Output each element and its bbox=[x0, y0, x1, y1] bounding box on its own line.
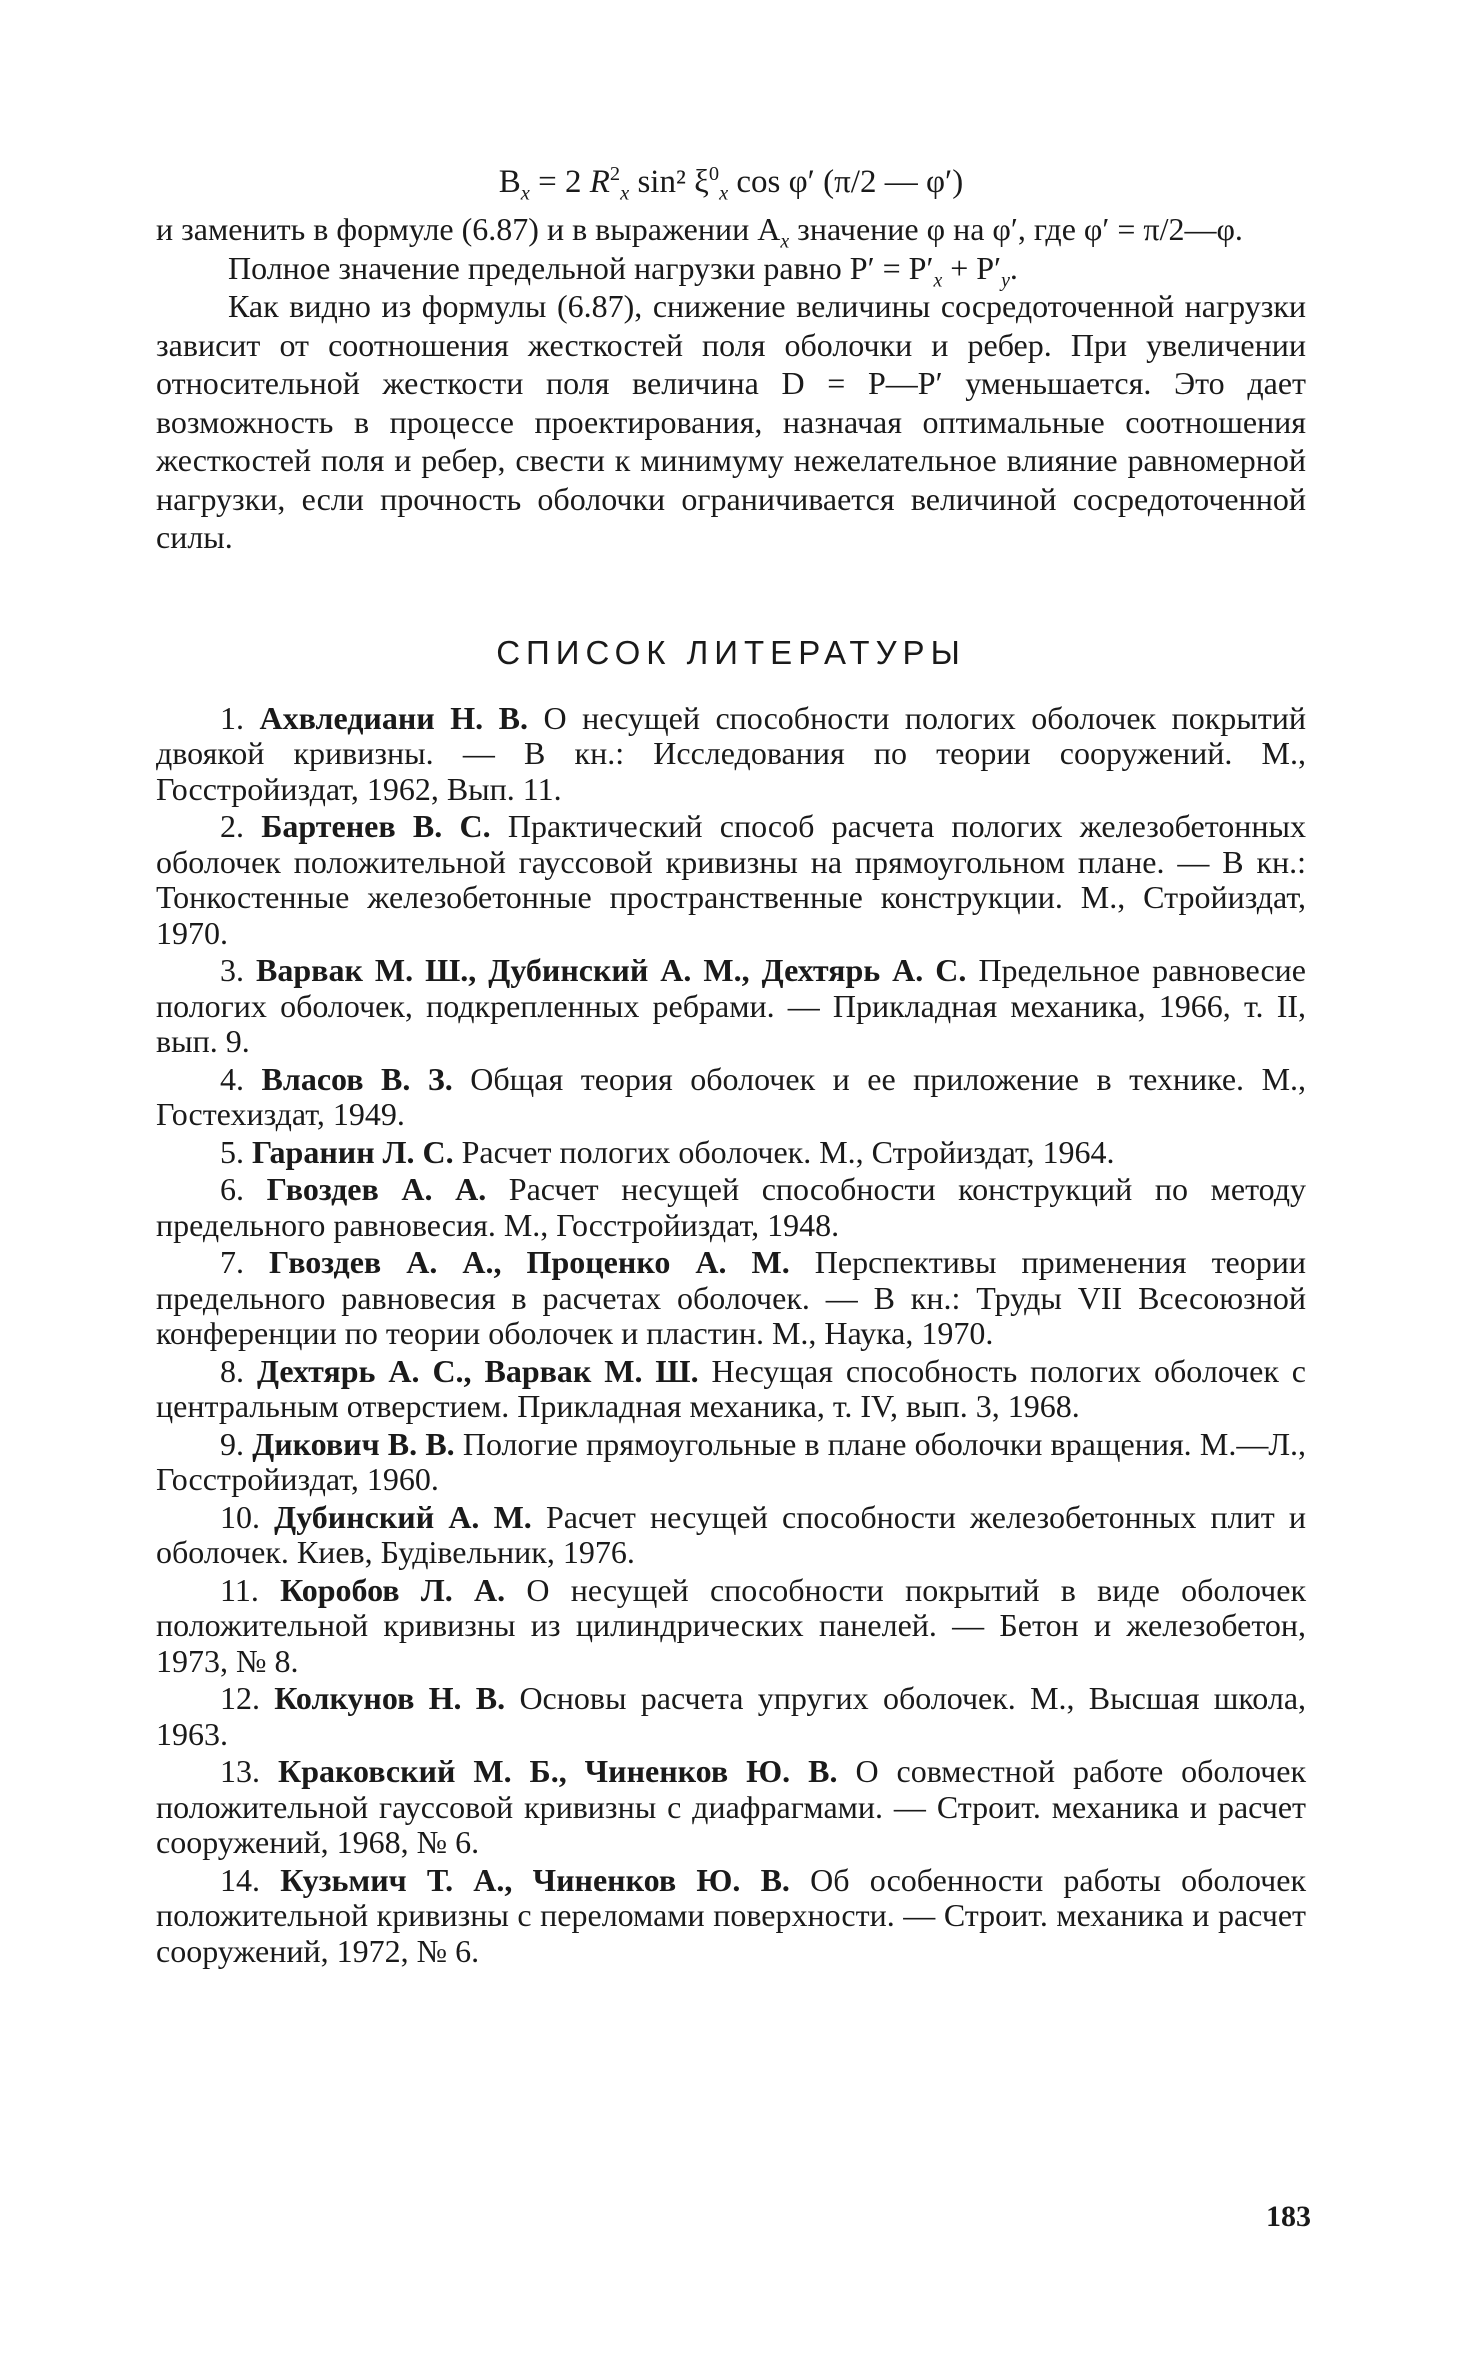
reference-number: 4. bbox=[220, 1060, 244, 1097]
intro-p2-end: . bbox=[1009, 249, 1018, 286]
reference-number: 13. bbox=[220, 1753, 260, 1789]
reference-authors: Кузьмич Т. А., Чиненков Ю. В. bbox=[280, 1861, 790, 1898]
reference-number: 11. bbox=[220, 1571, 259, 1608]
formula-lhs: B bbox=[498, 164, 521, 200]
intro-p2-start: Полное значение предельной нагрузки равно P′ = P′ bbox=[228, 249, 934, 286]
reference-authors: Гвоздев А. А., Проценко А. М. bbox=[269, 1244, 790, 1280]
reference-authors: Колкунов Н. В. bbox=[274, 1680, 506, 1716]
section-heading: СПИСОК ЛИТЕРАТУРЫ bbox=[496, 633, 966, 671]
reference-text: Общая теория оболочек и ее приложение в технике. М., Гостехиздат, 1949. bbox=[156, 1060, 1307, 1132]
reference-list bbox=[156, 701, 1306, 1970]
reference-number: 10. bbox=[220, 1498, 260, 1535]
reference-authors: Варвак М. Ш., Дубинский А. М., Дехтярь А. С. bbox=[256, 952, 967, 988]
formula bbox=[156, 160, 1306, 204]
reference-authors: Дикович В. В. bbox=[252, 1425, 455, 1462]
intro-p2-sub1: x bbox=[933, 268, 943, 291]
intro-p2-mid: + P′ bbox=[942, 249, 1002, 286]
reference-item bbox=[156, 1681, 1306, 1752]
reference-authors: Гаранин Л. С. bbox=[252, 1133, 454, 1170]
reference-number: 8. bbox=[220, 1352, 244, 1389]
formula-r: R bbox=[589, 164, 610, 200]
reference-number: 7. bbox=[220, 1244, 244, 1280]
reference-number: 6. bbox=[220, 1171, 244, 1207]
formula-r-sup: 2 bbox=[609, 163, 621, 185]
intro-p1-text: и заменить в формуле (6.87) и в выражении A bbox=[156, 211, 781, 247]
reference-number: 14. bbox=[220, 1861, 260, 1898]
reference-text: Практический способ расчета пологих железобетонных оболочек положительной гауссовой кривизны на прямоугольном плане. — В кн.: Тонкостенные железобетонные пространственные конструкции. М., Стройиздат, 1970. bbox=[156, 808, 1307, 951]
reference-item bbox=[156, 1573, 1306, 1680]
reference-item bbox=[156, 1354, 1306, 1425]
reference-authors: Краковский М. Б., Чиненков Ю. В. bbox=[277, 1753, 838, 1789]
reference-number: 12. bbox=[220, 1680, 260, 1716]
intro-p1-end: значение φ на φ′, где φ′ = π/2—φ. bbox=[789, 211, 1243, 247]
reference-authors: Коробов Л. А. bbox=[280, 1571, 506, 1608]
reference-authors: Дехтярь А. С., Варвак М. Ш. bbox=[256, 1352, 699, 1389]
intro-p2-sub2: y bbox=[1001, 268, 1010, 291]
reference-text: Расчет несущей способности железобетонных плит и оболочек. Киев, Будівельник, 1976. bbox=[156, 1498, 1307, 1570]
reference-text: Об особенности работы оболочек положительной кривизны с переломами поверхности. — Строит. механика и расчет сооружений, 1972, № 6. bbox=[156, 1861, 1307, 1969]
reference-item bbox=[156, 1754, 1306, 1861]
reference-text: О совместной работе оболочек положительной гауссовой кривизны с диафрагмами. — Строит. механика и расчет сооружений, 1968, № 6. bbox=[156, 1753, 1307, 1860]
reference-item bbox=[156, 1500, 1306, 1571]
intro-paragraph-2 bbox=[156, 249, 1306, 291]
reference-text: Перспективы применения теории предельного равновесия в расчетах оболочек. — В кн.: Труды VII Всесоюзной конференции по теории оболочек и пластин. М., Наука, 1970. bbox=[156, 1244, 1307, 1351]
intro-p1-sub: x bbox=[780, 230, 790, 253]
reference-item bbox=[156, 1427, 1306, 1498]
reference-text: Основы расчета упругих оболочек. М., Высшая школа, 1963. bbox=[156, 1680, 1307, 1752]
reference-number: 2. bbox=[220, 808, 244, 844]
reference-number: 5. bbox=[220, 1133, 244, 1170]
reference-number: 9. bbox=[220, 1425, 244, 1462]
formula-xi-sup: 0 bbox=[708, 163, 720, 185]
reference-text: Расчет пологих оболочек. М., Стройиздат, 1964. bbox=[453, 1133, 1115, 1170]
page-number: 183 bbox=[1266, 2200, 1311, 2233]
reference-authors: Бартенев В. С. bbox=[261, 808, 491, 844]
formula-eq: = 2 bbox=[529, 164, 590, 200]
reference-item bbox=[156, 1172, 1306, 1243]
reference-item bbox=[156, 953, 1306, 1060]
intro-paragraph-1 bbox=[156, 210, 1306, 253]
reference-number: 3. bbox=[220, 952, 244, 988]
reference-item bbox=[156, 701, 1306, 808]
reference-item bbox=[156, 1863, 1306, 1970]
reference-item bbox=[156, 809, 1306, 951]
reference-text: О несущей способности пологих оболочек покрытий двоякой кривизны. — В кн.: Исследования по теории сооружений. М., Госстройиздат, 1962, Вып. 11. bbox=[156, 699, 1307, 807]
reference-authors: Гвоздев А. А. bbox=[266, 1171, 487, 1207]
reference-text: Расчет несущей способности конструкций по методу предельного равновесия. М., Госстройиздат, 1948. bbox=[156, 1171, 1307, 1243]
page-content bbox=[156, 160, 1306, 1971]
intro-paragraph-3: Как видно из формулы (6.87), снижение величины сосредоточенной нагрузки зависит от соотношения жесткостей поля оболочки и ребер. При увеличении относительной жесткости поля величина D = P—P′ уменьшается. Это дает возможность в процессе проектирования, назначая оптимальные соотношения жесткостей поля и ребер, свести к минимуму нежелательное влияние равномерной нагрузки, если прочность оболочки ограничивается величиной сосредоточенной силы. bbox=[156, 288, 1306, 555]
reference-text: Несущая способность пологих оболочек с центральным отверстием. Прикладная механика, т. IV, вып. 3, 1968. bbox=[156, 1352, 1307, 1424]
formula-lhs-sub: x bbox=[520, 182, 530, 205]
reference-item bbox=[156, 1062, 1306, 1133]
reference-number: 1. bbox=[220, 699, 244, 736]
reference-item bbox=[156, 1135, 1306, 1171]
reference-text: О несущей способности покрытий в виде оболочек положительной кривизны из цилиндрических панелей. — Бетон и железобетон, 1973, № 8. bbox=[156, 1571, 1307, 1679]
reference-authors: Дубинский А. М. bbox=[274, 1498, 532, 1535]
reference-authors: Ахвледиани Н. В. bbox=[259, 699, 528, 736]
reference-authors: Власов В. З. bbox=[261, 1060, 453, 1097]
formula-xi-sub: x bbox=[719, 182, 729, 205]
formula-rest: cos φ′ (π/2 — φ′) bbox=[728, 164, 964, 200]
reference-text: Пологие прямоугольные в плане оболочки вращения. М.—Л., Госстройиздат, 1960. bbox=[156, 1425, 1307, 1497]
reference-text: Предельное равновесие пологих оболочек, подкрепленных ребрами. — Прикладная механика, 1966, т. II, вып. 9. bbox=[156, 952, 1307, 1059]
formula-sin: sin² ξ bbox=[629, 164, 709, 200]
formula-r-sub: x bbox=[620, 182, 630, 205]
reference-item bbox=[156, 1245, 1306, 1352]
